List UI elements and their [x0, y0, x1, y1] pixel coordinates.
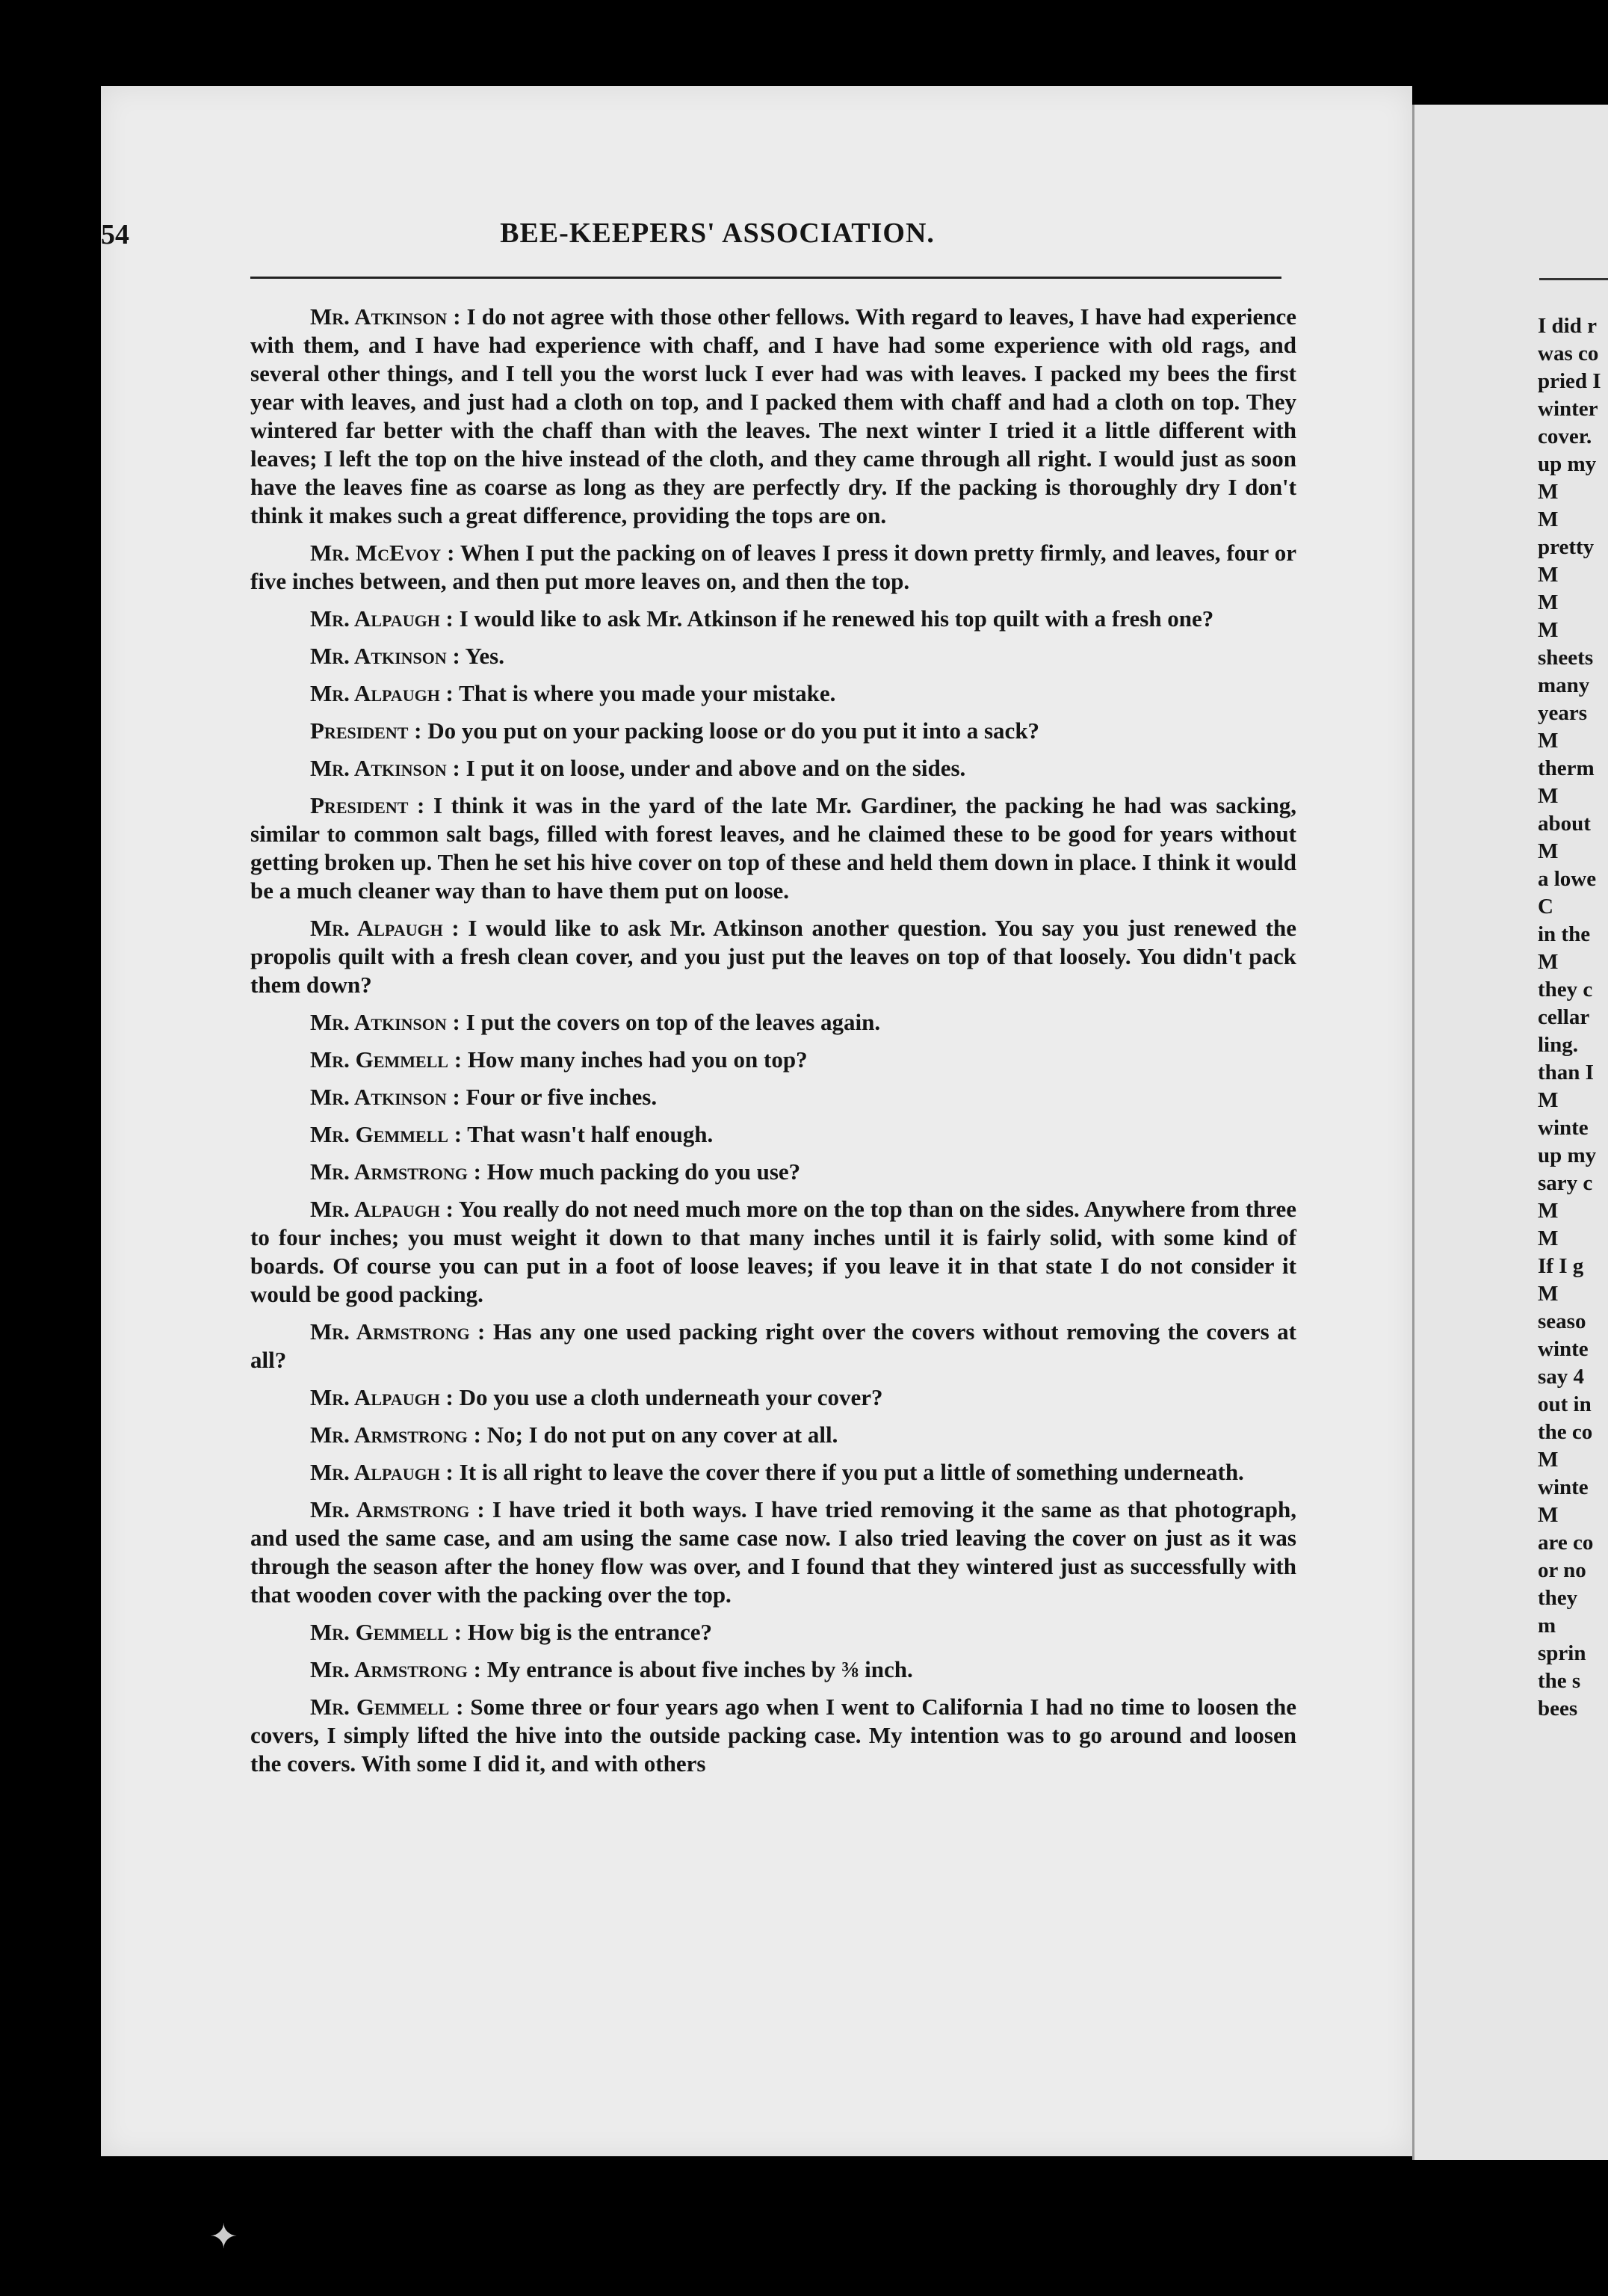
facing-page-line: pretty: [1538, 535, 1595, 559]
paragraph: [250, 1421, 1296, 1449]
facing-page-line: M: [1538, 839, 1559, 863]
facing-page-line: M: [1538, 1448, 1559, 1472]
speaker-name: President :: [310, 718, 422, 744]
paragraph-text: That is where you made your mistake.: [453, 680, 836, 706]
paragraph-text: Four or five inches.: [460, 1084, 658, 1110]
speaker-name: Mr. Atkinson :: [310, 303, 461, 330]
facing-page-line: M: [1538, 1226, 1559, 1250]
paragraph-text: How many inches had you on top?: [462, 1046, 808, 1073]
facing-page-line: M: [1538, 950, 1559, 974]
speaker-name: Mr. Armstrong :: [310, 1422, 481, 1448]
facing-page-line: cover.: [1538, 425, 1592, 448]
paragraph-text: Do you put on your packing loose or do you put it into a sack?: [421, 718, 1040, 744]
facing-page-line: winter: [1538, 397, 1598, 421]
paragraph: [250, 1458, 1296, 1487]
speaker-name: Mr. Alpaugh :: [310, 915, 460, 941]
facing-page-line: therm: [1538, 756, 1595, 780]
facing-page-line: M: [1538, 480, 1559, 504]
speaker-name: Mr. Atkinson :: [310, 755, 460, 781]
facing-page-line: M: [1538, 784, 1559, 808]
paragraph-text: Has any one used packing right over the covers without removing the covers at all?: [250, 1318, 1296, 1373]
facing-page-line: M: [1538, 507, 1559, 531]
paragraph-text: How much packing do you use?: [480, 1158, 801, 1185]
facing-page-line: are co: [1538, 1531, 1594, 1555]
speaker-name: Mr. Gemmell :: [310, 1694, 464, 1720]
paragraph: [250, 1046, 1296, 1074]
facing-page-line: sprin: [1538, 1641, 1586, 1665]
facing-page-line: C: [1538, 895, 1553, 919]
facing-page-line: or no: [1538, 1558, 1586, 1582]
facing-page-line: a lowe: [1538, 867, 1597, 891]
paragraph: [250, 1158, 1296, 1186]
facing-page-line: they c: [1538, 978, 1593, 1002]
speaker-name: Mr. Armstrong :: [310, 1158, 481, 1185]
paragraph: [250, 303, 1296, 530]
paragraph: [250, 605, 1296, 633]
speaker-name: Mr. Gemmell :: [310, 1046, 463, 1073]
margin-smudge: ✦: [209, 2218, 238, 2256]
paragraph: [250, 642, 1296, 670]
running-title: BEE-KEEPERS' ASSOCIATION.: [500, 217, 935, 249]
header-rule: [250, 277, 1281, 279]
speaker-name: Mr. Atkinson :: [310, 643, 460, 669]
facing-page-text: [1538, 312, 1608, 1723]
speaker-name: Mr. Alpaugh :: [310, 1196, 454, 1222]
paragraph: [250, 754, 1296, 783]
facing-page-line: seaso: [1538, 1309, 1586, 1333]
page-header: [149, 217, 1285, 262]
paragraph: [250, 1655, 1296, 1684]
facing-page-line: M: [1538, 563, 1559, 587]
paragraph: [250, 1120, 1296, 1149]
paragraph-text: You really do not need much more on the top than on the sides. Anywhere from three to four inches; you must weight it down to that many inches until it is fairly solid, with some kind of boards. Of course you can put in a foot of loose leaves; if you leave it in that state I do not consider it would be good packing.: [250, 1196, 1296, 1307]
facing-page-line: M: [1538, 1282, 1559, 1306]
paragraph: [250, 1318, 1296, 1374]
speaker-name: Mr. Gemmell :: [310, 1619, 463, 1645]
facing-page-line: in the: [1538, 922, 1591, 946]
body-text: [250, 303, 1296, 1787]
paragraph-text: Some three or four years ago when I went to California I had no time to loosen the covers, I simply lifted the hive into the outside packing case. My intention was to go around and loosen the covers. With some I did it, and with others: [250, 1694, 1296, 1777]
facing-page-line: M: [1538, 1199, 1559, 1223]
speaker-name: Mr. Atkinson :: [310, 1009, 460, 1035]
facing-page-line: ling.: [1538, 1033, 1578, 1057]
paragraph-text: I have tried it both ways. I have tried removing it the same as that photograph, and used the same case, and am using the same case now. I also tried leaving the cover on just as it was through the season after the honey flow was over, and I found that they wintered just as successfully with that wooden cover with the packing over the top.: [250, 1496, 1296, 1608]
paragraph-text: No; I do not put on any cover at all.: [480, 1422, 838, 1448]
page-number: 54: [101, 219, 129, 250]
speaker-name: Mr. Gemmell :: [310, 1121, 463, 1147]
paragraph-text: My entrance is about five inches by ⅜ inch.: [480, 1656, 913, 1682]
facing-page-line: winte: [1538, 1116, 1589, 1140]
facing-page-line: winte: [1538, 1337, 1589, 1361]
paragraph: [250, 1383, 1296, 1412]
paragraph: [250, 791, 1296, 905]
paragraph: [250, 1496, 1296, 1609]
facing-page-line: m: [1538, 1614, 1556, 1638]
facing-page-line: I did r: [1538, 314, 1597, 338]
paragraph: [250, 717, 1296, 745]
facing-page-rule: [1539, 278, 1608, 280]
paragraph: [250, 1008, 1296, 1037]
paragraph: [250, 1618, 1296, 1647]
paragraph-text: How big is the entrance?: [462, 1619, 713, 1645]
facing-page-line: M: [1538, 729, 1559, 753]
speaker-name: Mr. Alpaugh :: [310, 1384, 454, 1410]
facing-page-line: M: [1538, 590, 1559, 614]
facing-page-line: sheets: [1538, 646, 1594, 670]
facing-page-line: M: [1538, 618, 1559, 642]
facing-page-line: many: [1538, 673, 1590, 697]
paragraph-text: I put the covers on top of the leaves again.: [460, 1009, 881, 1035]
paragraph-text: I put it on loose, under and above and on the sides.: [460, 755, 966, 781]
paragraph-text: It is all right to leave the cover there if you put a little of something underneath.: [453, 1459, 1244, 1485]
paragraph-text: That wasn't half enough.: [462, 1121, 714, 1147]
paragraph: [250, 679, 1296, 708]
facing-page-line: the co: [1538, 1420, 1593, 1444]
paragraph: [250, 1693, 1296, 1778]
facing-page-line: than I: [1538, 1061, 1594, 1084]
facing-page-line: up my: [1538, 1144, 1597, 1167]
speaker-name: Mr. Alpaugh :: [310, 1459, 454, 1485]
speaker-name: Mr. Armstrong :: [310, 1318, 486, 1345]
facing-page-line: was co: [1538, 342, 1599, 365]
facing-page-line: they: [1538, 1586, 1578, 1610]
facing-page-line: M: [1538, 1088, 1559, 1112]
facing-page-line: out in: [1538, 1392, 1592, 1416]
facing-page-line: If I g: [1538, 1254, 1584, 1278]
paragraph-text: When I put the packing on of leaves I press it down pretty firmly, and leaves, four or five inches between, and then put more leaves on, and then the top.: [250, 540, 1296, 594]
paragraph: [250, 1083, 1296, 1111]
facing-page-line: say 4: [1538, 1365, 1585, 1389]
paragraph: [250, 1195, 1296, 1309]
speaker-name: President :: [310, 792, 425, 818]
speaker-name: Mr. Alpaugh :: [310, 680, 454, 706]
speaker-name: Mr. Alpaugh :: [310, 605, 454, 632]
paragraph-text: I would like to ask Mr. Atkinson if he renewed his top quilt with a fresh one?: [453, 605, 1214, 632]
paragraph-text: I would like to ask Mr. Atkinson another question. You say you just renewed the propolis quilt with a fresh clean cover, and you just put the leaves on top of that loosely. You didn't pack them down?: [250, 915, 1296, 998]
facing-page-line: bees: [1538, 1697, 1578, 1721]
speaker-name: Mr. Armstrong :: [310, 1656, 481, 1682]
facing-page-line: the s: [1538, 1669, 1581, 1693]
paragraph-text: Yes.: [460, 643, 504, 669]
paragraph: [250, 539, 1296, 596]
facing-page-line: sary c: [1538, 1171, 1593, 1195]
paragraph-text: I do not agree with those other fellows. With regard to leaves, I have had experience with them, and I have had experience with chaff, and I have had some experience with old rags, and several other things, and I tell you the worst luck I ever had was with leaves. I packed my bees the first year with leaves, and just had a cloth on top, and I packed them with chaff and had a cloth on top. They wintered far better with the chaff than with the leaves. The next winter I tried it a little different with leaves; I left the top on the hive instead of the cloth, and they came through all right. I would just as soon have the leaves fine as coarse as long as they are perfectly dry. If the packing is thoroughly dry I don't think it makes such a great difference, providing the tops are on.: [250, 303, 1296, 528]
paragraph: [250, 914, 1296, 999]
facing-page-line: M: [1538, 1503, 1559, 1527]
facing-page-line: cellar: [1538, 1005, 1590, 1029]
facing-page-line: up my: [1538, 452, 1597, 476]
facing-page-line: about: [1538, 812, 1591, 836]
speaker-name: Mr. McEvoy :: [310, 540, 455, 566]
speaker-name: Mr. Armstrong :: [310, 1496, 485, 1522]
paragraph-text: Do you use a cloth underneath your cover?: [453, 1384, 883, 1410]
speaker-name: Mr. Atkinson :: [310, 1084, 460, 1110]
facing-page-line: years: [1538, 701, 1588, 725]
paragraph-text: I think it was in the yard of the late Mr. Gardiner, the packing he had was sacking, similar to common salt bags, filled with forest leaves, and he claimed these to be good for years without getting broken up. Then he set his hive cover on top of these and held them down in place. I think it would be a much cleaner way than to have them put on loose.: [250, 792, 1296, 904]
facing-page-line: pried I: [1538, 369, 1601, 393]
facing-page-line: winte: [1538, 1475, 1589, 1499]
